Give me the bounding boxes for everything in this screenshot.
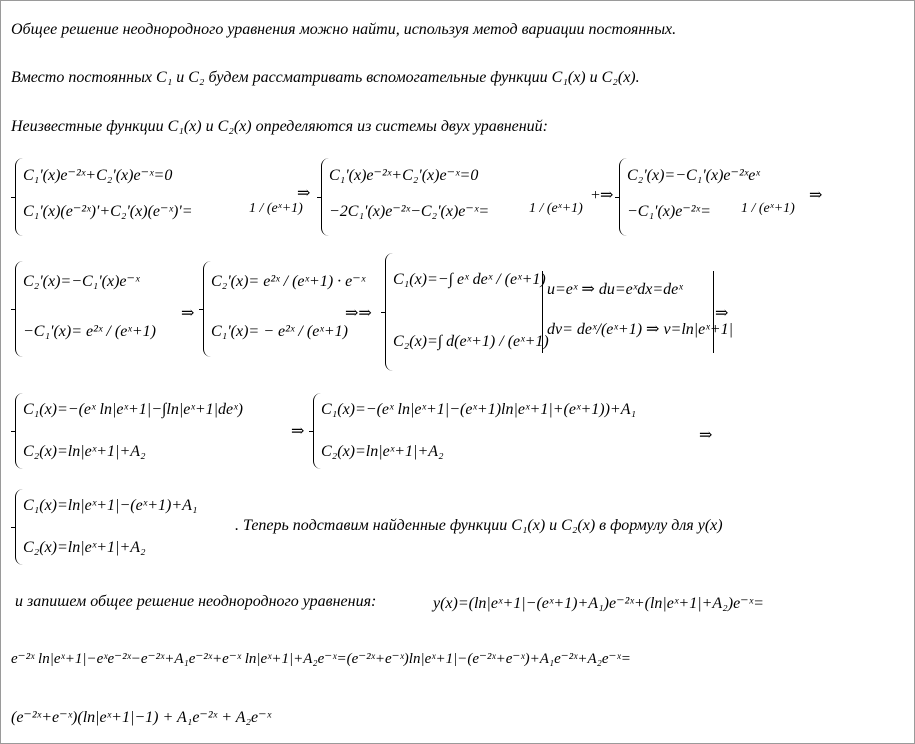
system-9-line-2: C₂(x)=ln|eˣ+1|+A₂ [23, 539, 146, 556]
intro-paragraph-3: Неизвестные функции C₁(x) и C₂(x) определяются из системы двух уравнений: [11, 118, 549, 135]
system-3-rhs: 1 / (eˣ+1) [741, 201, 795, 216]
system-9-line-1: C₁(x)=ln|eˣ+1|−(eˣ+1)+A₁ [23, 497, 198, 514]
system-6-line-1: C₁(x)=−∫ eˣ deˣ / (eˣ+1) [393, 271, 546, 288]
system-3-line-2: −C₁'(x)e⁻²ˣ= [627, 203, 711, 220]
final-formula: (e⁻²ˣ+e⁻ˣ)(ln|eˣ+1|−1) + A₁e⁻²ˣ + A₂e⁻ˣ [11, 709, 272, 726]
system-8-line-2: C₂(x)=ln|eˣ+1|+A₂ [321, 443, 444, 460]
arrow-1: ⇒ [297, 185, 311, 202]
arrow-4: ⇒ [715, 305, 729, 322]
general-solution-formula: y(x)=(ln|eˣ+1|−(eˣ+1)+A₁)e⁻²ˣ+(ln|eˣ+1|+A₂)e⁻ˣ= [433, 595, 764, 612]
system-4-line-1: C₂'(x)=−C₁'(x)e⁻ˣ [23, 273, 140, 290]
arrow-2: ⇒ [809, 187, 823, 204]
system-1-line-2: C₁'(x)(e⁻²ˣ)'+C₂'(x)(e⁻ˣ)'= [23, 203, 193, 220]
substitution-bar-right [713, 271, 714, 353]
system-6-line-2: C₂(x)=∫ d(eˣ+1) / (eˣ+1) [393, 333, 549, 350]
system-7-line-2: C₂(x)=ln|eˣ+1|+A₂ [23, 443, 146, 460]
system-4-line-2: −C₁'(x)= e²ˣ / (eˣ+1) [23, 323, 156, 340]
substitution-bar-left [542, 271, 543, 353]
expanded-formula: e⁻²ˣ ln|eˣ+1|−eˣe⁻²ˣ−e⁻²ˣ+A₁e⁻²ˣ+e⁻ˣ ln|eˣ+1|+A₂e⁻ˣ=(e⁻²ˣ+e⁻ˣ)ln|eˣ+1|−(e⁻²ˣ+e⁻ˣ)+A₁e⁻²ˣ+A₂e⁻ˣ= [11, 651, 631, 667]
system-3-line-1: C₂'(x)=−C₁'(x)e⁻²ˣeˣ [627, 167, 760, 184]
system-2-rhs: 1 / (eˣ+1) [529, 201, 583, 216]
system-1-line-1: C₁'(x)e⁻²ˣ+C₂'(x)e⁻ˣ=0 [23, 167, 173, 184]
arrow-6: ⇒ [699, 427, 713, 444]
arrow-5: ⇒ [291, 423, 305, 440]
intro-paragraph-2: Вместо постоянных C₁ и C₂ будем рассматривать вспомогательные функции C₁(x) и C₂(x). [11, 69, 640, 86]
system-2-line-2: −2C₁'(x)e⁻²ˣ−C₂'(x)e⁻ˣ= [329, 203, 490, 220]
system-5-line-2: C₁'(x)= − e²ˣ / (eˣ+1) [211, 323, 348, 340]
system-5-line-1: C₂'(x)= e²ˣ / (eˣ+1) · e⁻ˣ [211, 273, 366, 290]
substitution-line-1: u=eˣ ⇒ du=eˣdx=deˣ [547, 281, 683, 298]
substitution-sentence: . Теперь подставим найденные функции C₁(x) и C₂(x) в формулу для y(x) [235, 517, 723, 534]
substitution-line-2: dv= deˣ/(eˣ+1) ⇒ v=ln|eˣ+1| [547, 321, 733, 338]
arrow-3: ⇒ [181, 305, 195, 322]
double-arrow: ⇒⇒ [345, 305, 372, 322]
system-7-line-1: C₁(x)=−(eˣ ln|eˣ+1|−∫ln|eˣ+1|deˣ) [23, 401, 243, 418]
system-1-rhs: 1 / (eˣ+1) [249, 201, 303, 216]
system-2-line-1: C₁'(x)e⁻²ˣ+C₂'(x)e⁻ˣ=0 [329, 167, 479, 184]
intro-paragraph-1: Общее решение неоднородного уравнения можно найти, используя метод вариации постоянных. [11, 21, 677, 38]
plus-arrow: +⇒ [591, 187, 614, 204]
system-8-line-1: C₁(x)=−(eˣ ln|eˣ+1|−(eˣ+1)ln|eˣ+1|+(eˣ+1))+A₁ [321, 401, 637, 418]
general-solution-sentence: и запишем общее решение неоднородного уравнения: [15, 593, 377, 610]
